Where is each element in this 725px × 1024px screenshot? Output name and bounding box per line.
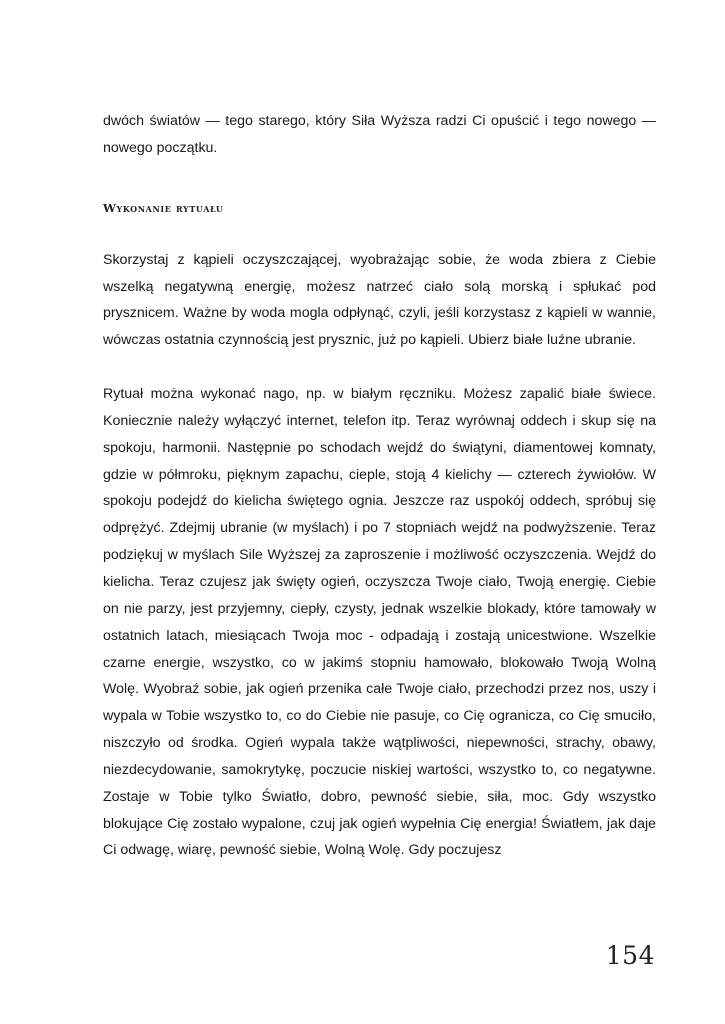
section-heading: Wykonanie rytuału xyxy=(103,200,224,215)
paragraph-bath: Skorzystaj z kąpieli oczyszczającej, wyobrażając sobie, że woda zbiera z Ciebie wszelką negatywną energię, możesz natrzeć ciało solą morską i spłukać pod prysznicem. Ważne by woda mogla odpłynąć, czyli, jeśli korzystasz z kąpieli w wannie, wówczas ostatnia czynnością jest prysznic, już po kąpieli. Ubierz białe luźne ubranie. xyxy=(103,251,656,349)
page-number: 154 xyxy=(605,941,655,970)
paragraph-continuation: dwóch światów — tego starego, który Siła Wyższa radzi Ci opuścić i tego nowego — nowego początku. xyxy=(103,113,656,156)
paragraph-ritual: Rytuał można wykonać nago, np. w białym ręczniku. Możesz zapalić białe świece. Koniecznie należy wyłączyć internet, telefon itp. Teraz wyrównaj oddech i skup się na spokoju, harmonii. Następnie po schodach wejdź do świątyni, diamentowej komnaty, gdzie w półmroku, pięknym zapachu, cieple, stoją 4 kielichy — czterech żywiołów. W spokoju podejdź do kielicha świętego ognia. Jeszcze raz uspokój oddech, spróbuj się odprężyć. Zdejmij ubranie (w myślach) i po 7 stopniach wejdź na podwyższenie. Teraz podziękuj w myślach Sile Wyższej za zaproszenie i możliwość oczyszczenia. Wejdź do kielicha. Teraz czujesz jak święty ogień, oczyszcza Twoje ciało, Twoją energię. Ciebie on nie parzy, jest przyjemny, ciepły, czysty, jednak wszelkie blokady, które tamowały w ostatnich latach, miesiącach Twoja moc - odpadają i zostają unicestwione. Wszelkie czarne energie, wszystko, co w jakimś stopniu hamowało, blokowało Twoją Wolną Wolę. Wyobraź sobie, jak ogień przenika całe Twoje ciało, przechodzi przez nos, uszy i wypala w Tobie wszystko to, co do Ciebie nie pasuje, co Cię ogranicza, co Cię smuciło, niszczyło od środka. Ogień wypala także wątpliwości, niepewności, strachy, obawy, niezdecydowanie, samokrytykę, poczucie niskiej wartości, wszystko to, co negatywne. Zostaje w Tobie tylko Światło, dobro, pewność siebie, siła, moc. Gdy wszystko blokujące Cię zostało wypalone, czuj jak ogień wypełnia Cię energia! Światłem, jak daje Ci odwagę, wiarę, pewność siebie, Wolną Wolę. Gdy poczujesz xyxy=(103,386,656,859)
page-body xyxy=(103,108,656,864)
